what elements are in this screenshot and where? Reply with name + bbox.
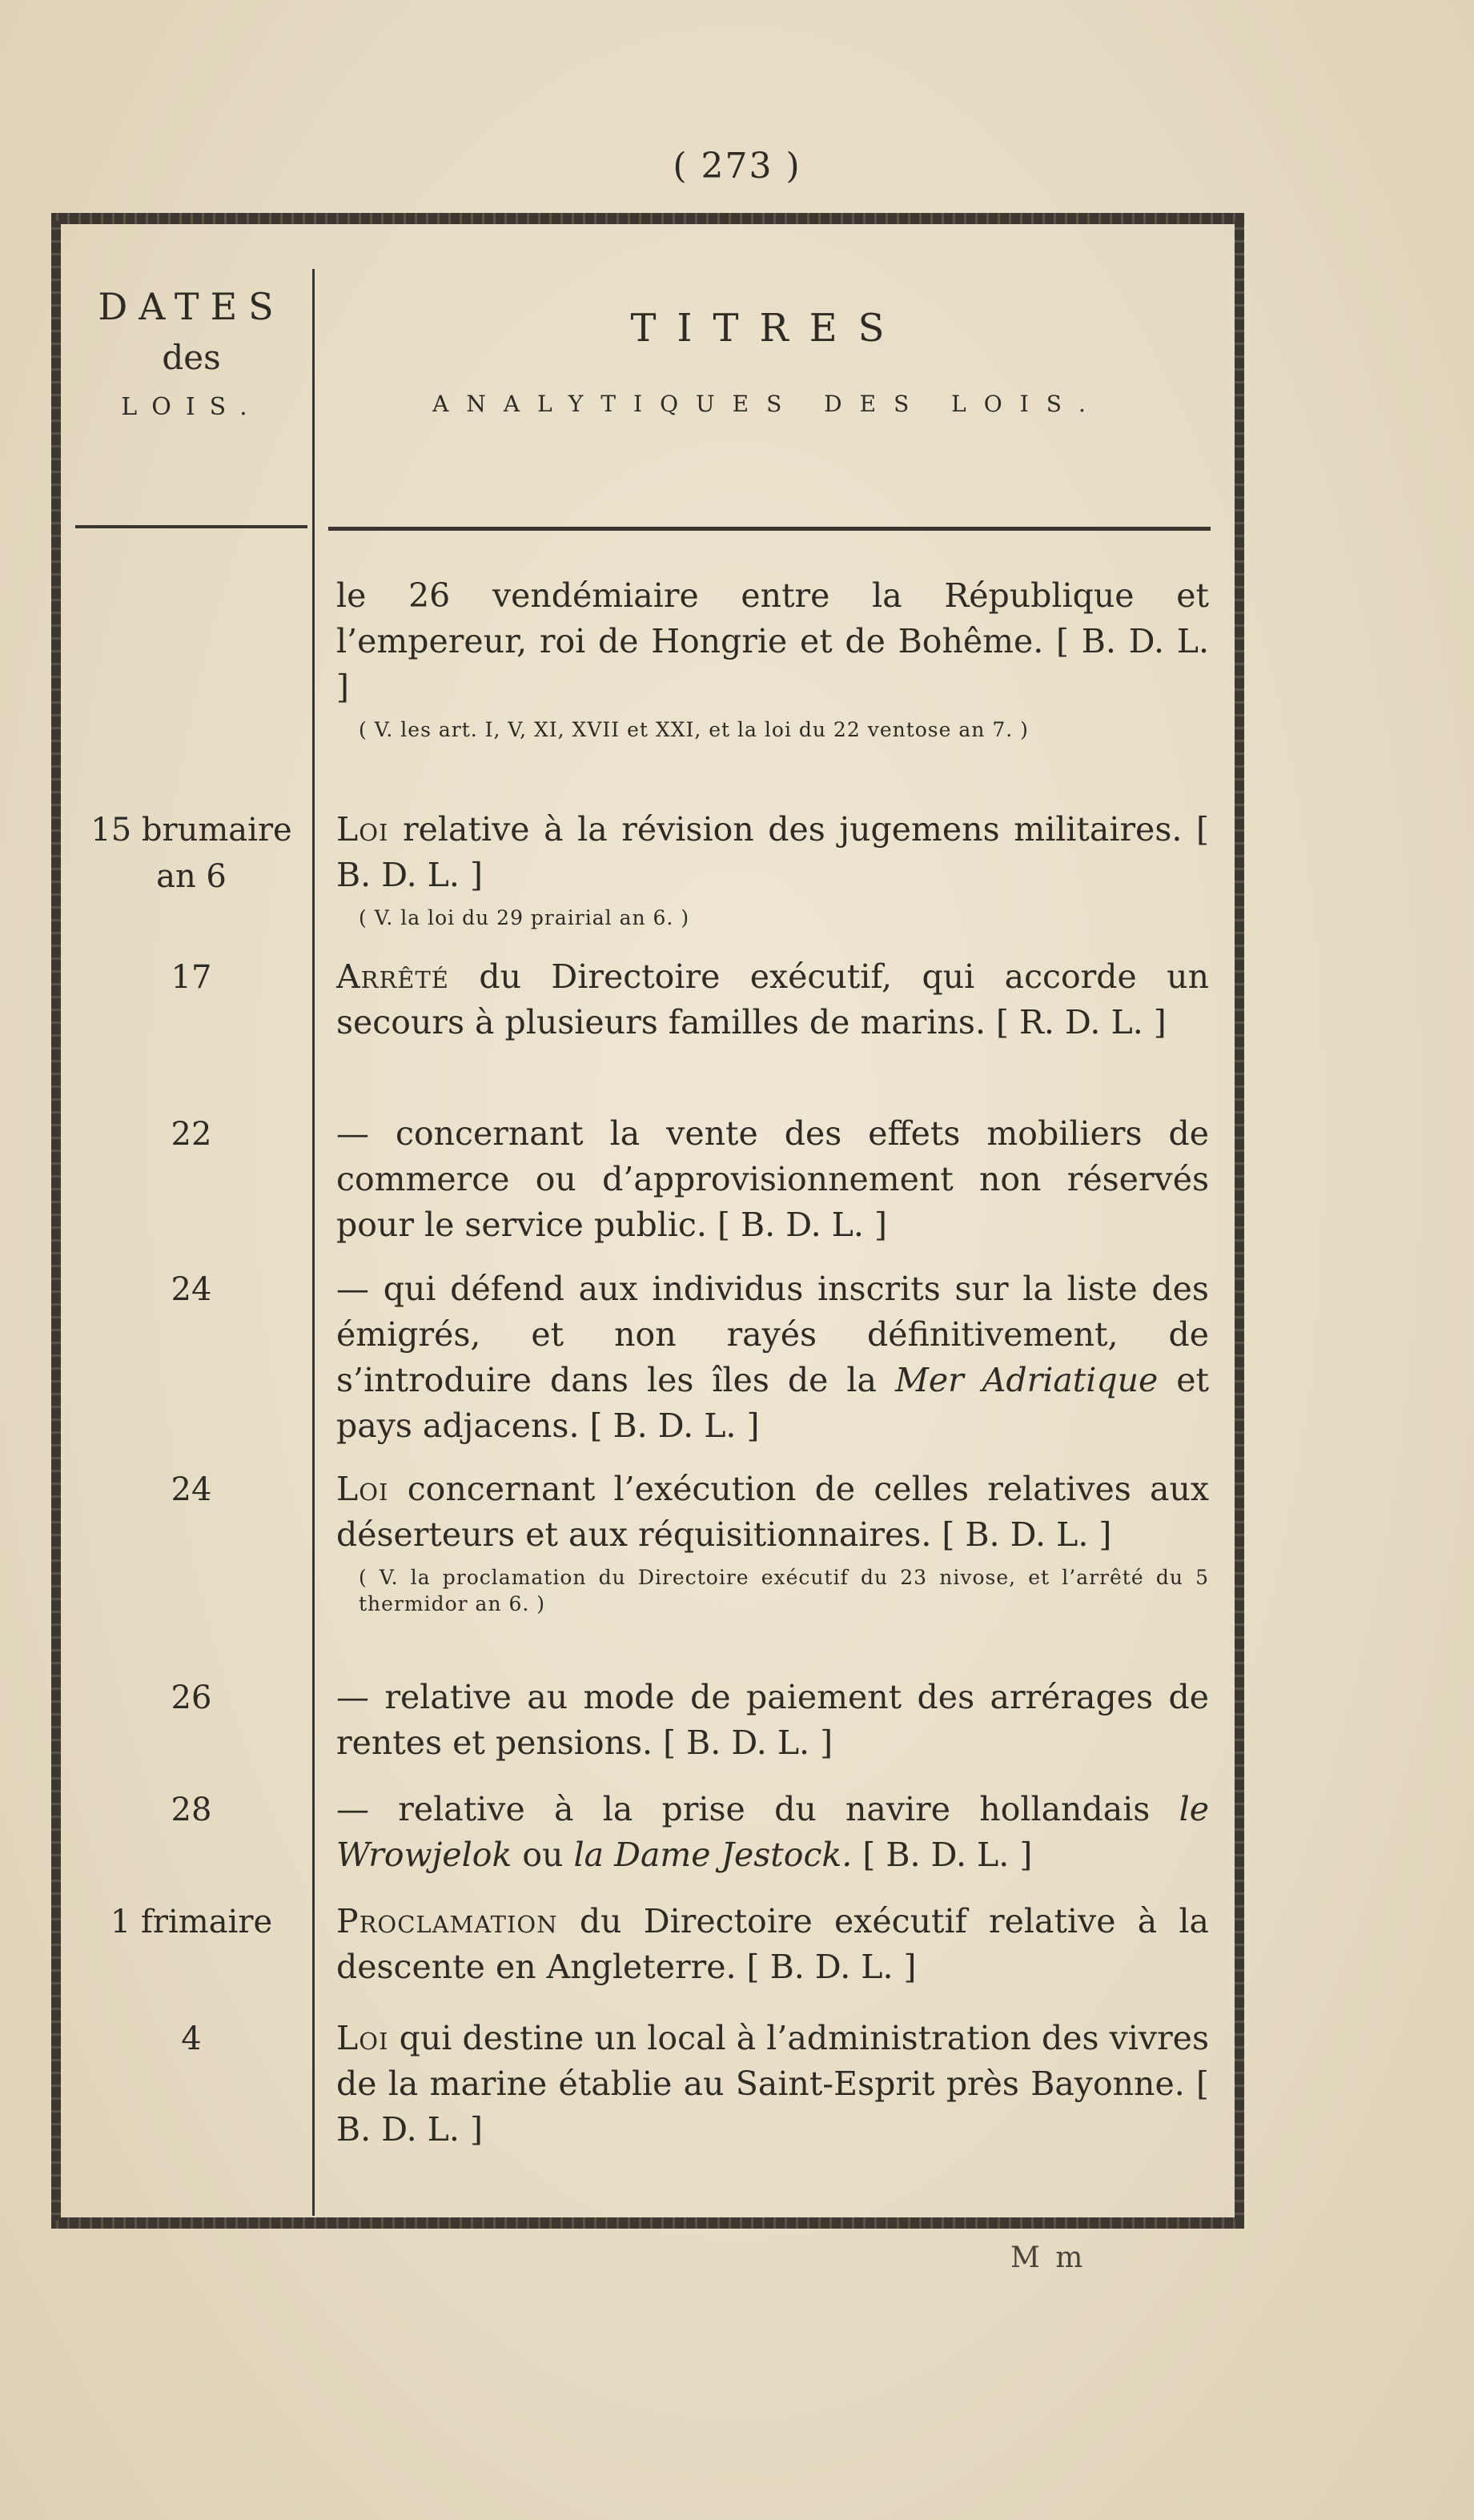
entry-body: du Directoire exécutif relative à la descente en Angleterre. [ B. D. L. ] — [336, 1902, 1209, 1986]
entry-date: 4 — [181, 2020, 202, 2057]
left-border — [51, 221, 61, 2221]
entry-italic-ship-alt: la Dame Jestock. — [573, 1836, 853, 1874]
entry-date: 22 — [171, 1116, 212, 1153]
entry-text — [336, 573, 1209, 743]
date-year: an 6 — [156, 858, 227, 895]
entry-heading: Proclamation — [336, 1902, 558, 1940]
entry-note: ( V. la loi du 29 prairial an 6. ) — [359, 906, 690, 929]
header-rule-titres — [328, 527, 1211, 531]
entry-dash: — — [336, 1114, 369, 1153]
entry-body-mid: ou — [522, 1836, 564, 1874]
entry-text — [336, 1266, 1209, 1449]
entry-date: 1 frimaire — [110, 1904, 273, 1940]
entry-body-end: et pays adjacens. [ B. D. L. ] — [336, 1361, 1209, 1445]
entry-text — [336, 954, 1209, 1045]
dates-heading: DATES — [98, 285, 285, 328]
entry-text — [336, 1787, 1209, 1878]
entry-heading: Loi — [336, 810, 389, 849]
table-frame — [51, 213, 1244, 2229]
header-rule-dates — [75, 525, 307, 528]
entry-text — [336, 807, 1209, 931]
entry-dash: — — [336, 1790, 369, 1828]
entry-body: relative au mode de paiement des arrérages de rentes et pensions. [ B. D. L. ] — [336, 1678, 1209, 1762]
entry-date — [75, 807, 307, 900]
entry-heading: Arrêté — [336, 957, 449, 996]
entry-body: qui destine un local à l’administration des vivres de la marine établie au Saint-Esprit près Bayonne. [ B. D. L. ] — [336, 2019, 1209, 2149]
entry-note: ( V. les art. I, V, XI, XVII et XXI, et la loi du 22 ventose an 7. ) — [359, 718, 1029, 741]
entry-date: 24 — [171, 1471, 212, 1508]
entry-date: 24 — [171, 1271, 212, 1308]
dates-heading-lois: LOIS. — [121, 393, 262, 421]
top-rule — [51, 213, 1244, 224]
entry-heading: Loi — [336, 1470, 389, 1508]
entry-italic-ship: le Wrowjelok — [336, 1790, 1209, 1874]
dates-heading-des: des — [162, 338, 221, 377]
entry-text — [336, 2016, 1209, 2153]
entry-body: relative à la révision des jugemens militaires. [ B. D. L. ] — [336, 810, 1209, 894]
entry-text — [336, 1467, 1209, 1617]
entry-body: concernant l’exécution de celles relatives aux déserteurs et aux réquisitionnaires. [ B. D. L. ] — [336, 1470, 1209, 1554]
bottom-rule — [51, 2217, 1244, 2229]
entry-date: 26 — [171, 1679, 212, 1716]
right-border — [1235, 221, 1244, 2221]
entry-date: 28 — [171, 1792, 212, 1828]
entry-dash: — — [336, 1270, 369, 1308]
entry-body-end: [ B. D. L. ] — [862, 1836, 1033, 1874]
entry-body: le 26 vendémiaire entre la République et l’empereur, roi de Hongrie et de Bohême. [ B. D. L. ] — [336, 576, 1209, 706]
column-header-dates — [75, 285, 307, 421]
entry-body: concernant la vente des effets mobiliers de commerce ou d’approvisionnement non réservés pour le service public. [ B. D. L. ] — [336, 1114, 1209, 1244]
entry-text — [336, 1899, 1209, 1990]
entry-body: du Directoire exécutif, qui accorde un secours à plusieurs familles de marins. [ R. D. L. ] — [336, 957, 1209, 1041]
titres-heading: TITRES — [630, 306, 906, 351]
entry-heading: Loi — [336, 2019, 389, 2057]
entry-dash: — — [336, 1678, 369, 1716]
date-day: 15 brumaire — [90, 812, 292, 849]
column-divider — [312, 269, 315, 2216]
entry-body: qui défend aux individus inscrits sur la liste des émigrés, et non rayés définitivement, de s’introduire dans les îles de la — [336, 1270, 1209, 1399]
entry-italic-place: Mer Adriatique — [894, 1361, 1159, 1399]
catchword: M m — [1010, 2241, 1086, 2274]
entry-text — [336, 1675, 1209, 1766]
column-header-titres — [323, 306, 1212, 417]
entry-note: ( V. la proclamation du Directoire exécutif du 23 nivose, et l’arrêté du 5 thermidor an 6. ) — [359, 1566, 1209, 1615]
titres-subheading: ANALYTIQUES DES LOIS. — [432, 391, 1103, 417]
entry-body: relative à la prise du navire hollandais — [398, 1790, 1151, 1828]
entry-date: 17 — [171, 959, 212, 996]
page-number: ( 273 ) — [673, 146, 801, 187]
entry-text — [336, 1111, 1209, 1248]
